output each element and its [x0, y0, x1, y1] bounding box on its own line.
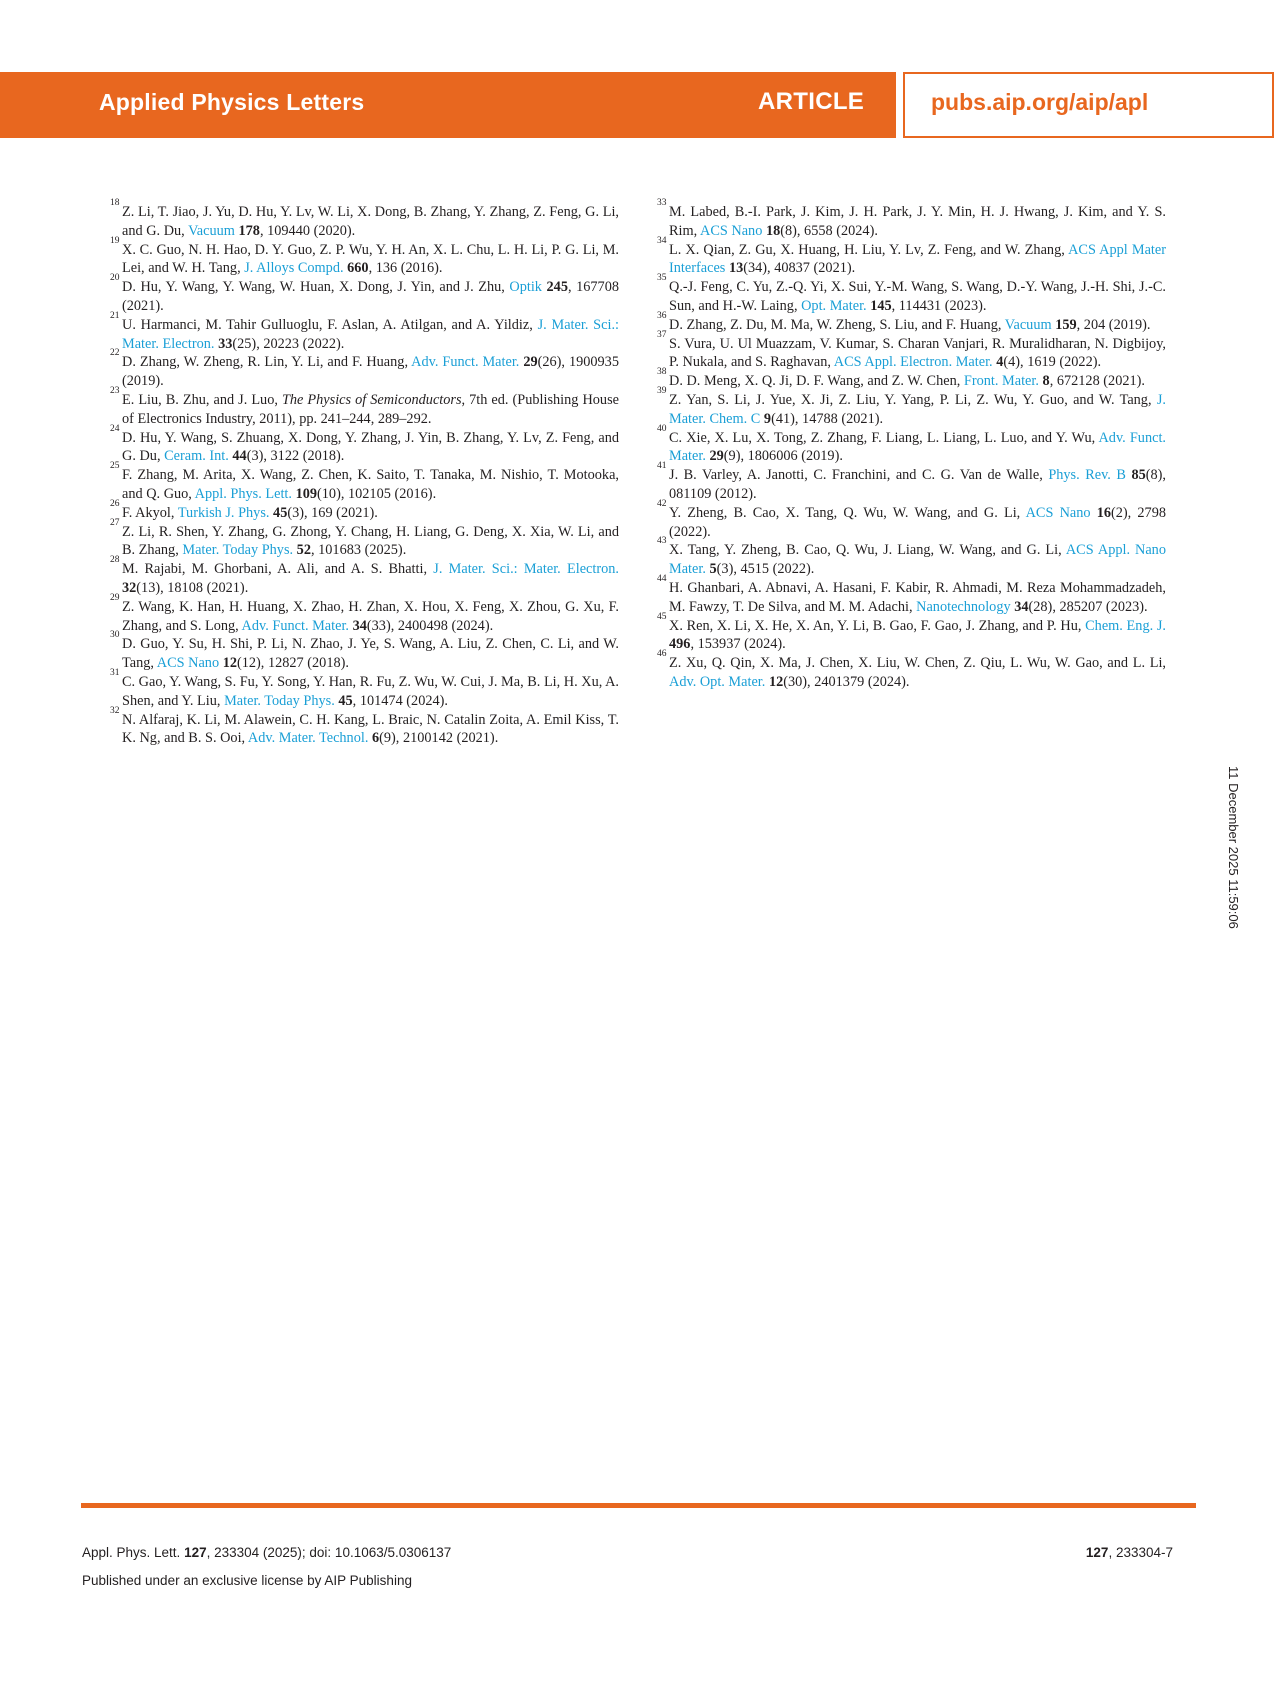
volume-number: 44 — [232, 448, 247, 465]
reference-text: Z. Xu, Q. Qin, X. Ma, J. Chen, X. Liu, W. Chen, Z. Qiu, L. Wu, W. Gao, and L. Li, — [669, 655, 1166, 672]
reference-text: J. B. Varley, A. Janotti, C. Franchini, and C. G. Van de Walle, — [669, 467, 1049, 484]
download-timestamp: 11 December 2025 11:59:06 — [1226, 766, 1241, 929]
reference-text: (41), 14788 (2021). — [771, 410, 884, 427]
volume-number: 85 — [1131, 467, 1146, 484]
volume-number: 9 — [763, 410, 772, 427]
reference-text: X. C. Guo, N. H. Hao, D. Y. Guo, Z. P. Wu, Y. H. An, X. L. Chu, L. H. Li, P. G. Li, M. Lei, and W. H. Tang, — [122, 241, 619, 277]
journal-link[interactable]: J. Mater. Chem. C — [669, 391, 1166, 427]
reference-text: D. Zhang, Z. Du, M. Ma, W. Zheng, S. Liu, and F. Huang, — [669, 316, 1005, 333]
journal-link[interactable]: Adv. Funct. Mater. — [669, 429, 1166, 465]
reference-number: 32 — [110, 705, 120, 716]
reference-text: (3), 4515 (2022). — [716, 561, 815, 578]
journal-link[interactable]: Front. Mater. — [963, 373, 1039, 390]
reference-text: (2), 2798 (2022). — [669, 504, 1166, 540]
reference-item — [110, 705, 619, 749]
reference-text: (10), 102105 (2016). — [317, 485, 437, 502]
journal-link[interactable]: ACS Appl. Electron. Mater. — [833, 354, 993, 371]
journal-link[interactable]: Adv. Funct. Mater. — [411, 354, 520, 371]
reference-number: 44 — [657, 573, 667, 584]
reference-text: (4), 1619 (2022). — [1003, 354, 1102, 371]
journal-title: Applied Physics Letters — [99, 89, 365, 115]
volume-number: 8 — [1042, 373, 1050, 390]
reference-text: (26), 1900935 (2019). — [122, 354, 619, 390]
reference-text: D. Hu, Y. Wang, Y. Wang, W. Huan, X. Dong, J. Yin, and J. Zhu, — [122, 279, 510, 296]
reference-text: , 7th ed. (Publishing House of Electronics Industry, 2011), pp. 241–244, 289–292. — [122, 391, 619, 427]
reference-number: 21 — [110, 310, 120, 321]
reference-text: L. X. Qian, Z. Gu, X. Huang, H. Liu, Y. Lv, Z. Feng, and W. Zhang, — [669, 241, 1069, 258]
journal-link[interactable]: Appl. Phys. Lett. — [194, 485, 292, 502]
journal-link[interactable]: Adv. Funct. Mater. — [241, 617, 350, 634]
reference-text: , 101474 (2024). — [352, 692, 448, 709]
banner-orange-bar — [0, 72, 896, 138]
reference-number: 45 — [657, 611, 667, 622]
reference-number: 41 — [657, 461, 667, 472]
volume-number: 6 — [371, 730, 380, 747]
volume-number: 45 — [338, 692, 353, 709]
reference-number: 43 — [657, 536, 667, 547]
article-type-label: ARTICLE — [758, 88, 865, 115]
volume-number: 12 — [768, 673, 784, 690]
reference-text: C. Gao, Y. Wang, S. Fu, Y. Song, Y. Han, R. Fu, Z. Wu, W. Cui, J. Ma, B. Li, H. Xu, A. Shen, and Y. Liu, — [122, 673, 620, 709]
reference-text: Y. Zheng, B. Cao, X. Tang, Q. Wu, W. Wang, and G. Li, — [669, 504, 1026, 521]
reference-text: , 233304 (2025); doi: 10.1063/5.0306137 — [206, 1545, 452, 1560]
reference-text: (30), 2401379 (2024). — [783, 673, 910, 690]
volume-number: 127 — [184, 1545, 207, 1560]
volume-number: 52 — [296, 542, 311, 559]
reference-number: 34 — [657, 235, 667, 246]
reference-text: (33), 2400498 (2024). — [366, 617, 494, 634]
reference-text: M. Labed, B.-I. Park, J. Kim, J. H. Park, J. Y. Min, H. J. Hwang, J. Kim, and Y. S. Rim, — [669, 204, 1166, 239]
reference-text: F. Akyol, — [122, 504, 178, 521]
reference-text: C. Xie, X. Lu, X. Tong, Z. Zhang, F. Liang, L. Liang, L. Luo, and Y. Wu, — [669, 429, 1099, 446]
reference-item — [110, 385, 619, 429]
reference-text: (12), 12827 (2018). — [236, 655, 349, 672]
reference-item — [657, 649, 1166, 692]
journal-link[interactable]: J. Alloys Compd. — [244, 260, 344, 277]
journal-url-box — [903, 72, 1274, 138]
volume-number: 496 — [669, 636, 691, 653]
journal-link[interactable]: Vacuum — [1004, 316, 1052, 333]
journal-link[interactable]: Opt. Mater. — [801, 297, 867, 314]
reference-text: (34), 40837 (2021). — [743, 260, 856, 277]
volume-number: 245 — [546, 279, 568, 296]
reference-text: (28), 285207 (2023). — [1028, 598, 1148, 615]
reference-text: (25), 20223 (2022). — [232, 335, 345, 352]
journal-banner — [0, 72, 1275, 138]
reference-text: (9), 2100142 (2021). — [379, 730, 499, 747]
volume-number: 178 — [238, 222, 260, 239]
volume-number: 32 — [122, 579, 137, 596]
journal-link[interactable]: J. Mater. Sci.: Mater. Electron. — [122, 316, 619, 352]
reference-text: Q.-J. Feng, C. Yu, Z.-Q. Yi, X. Sui, Y.-M. Wang, S. Wang, D.-Y. Wang, J.-H. Shi, J.-C. Sun, and H.-W. Laing, — [669, 279, 1166, 314]
reference-number: 26 — [110, 498, 120, 509]
volume-number: 12 — [222, 655, 237, 672]
footer-citation — [82, 1545, 451, 1560]
reference-number: 25 — [110, 461, 120, 472]
volume-number: 29 — [709, 448, 724, 465]
journal-link[interactable]: Ceram. Int. — [164, 448, 229, 465]
reference-number: 27 — [110, 517, 120, 528]
volume-number: 33 — [218, 335, 233, 352]
references-left-column — [110, 198, 620, 748]
reference-text: D. Guo, Y. Su, H. Shi, P. Li, N. Zhao, J. Ye, S. Wang, A. Liu, Z. Chen, C. Li, and W. Tang, — [122, 636, 619, 672]
reference-number: 39 — [657, 385, 667, 396]
journal-link[interactable]: Chem. Eng. J. — [1085, 617, 1166, 634]
journal-link[interactable]: J. Mater. Sci.: Mater. Electron. — [433, 561, 619, 578]
volume-number: 13 — [728, 260, 744, 277]
journal-link[interactable]: Adv. Mater. Technol. — [247, 730, 369, 747]
reference-text: , 101683 (2025). — [310, 542, 407, 559]
reference-text: (13), 18108 (2021). — [136, 579, 249, 596]
reference-text: D. Hu, Y. Wang, S. Zhuang, X. Dong, Y. Zhang, J. Yin, B. Zhang, Y. Lv, Z. Feng, and G. Du, — [122, 429, 619, 465]
reference-number: 18 — [110, 198, 120, 208]
reference-number: 42 — [657, 498, 667, 509]
reference-text: , 109440 (2020). — [259, 222, 356, 239]
journal-url-link[interactable]: pubs.aip.org/aip/apl — [931, 89, 1149, 115]
volume-number: 18 — [765, 222, 781, 239]
reference-number: 38 — [657, 367, 667, 378]
journal-link[interactable]: Adv. Opt. Mater. — [669, 673, 766, 690]
reference-number: 19 — [110, 235, 120, 246]
volume-number: 4 — [996, 354, 1004, 371]
references-right-column — [657, 198, 1166, 692]
footer-page-number — [1086, 1545, 1173, 1560]
volume-number: 145 — [870, 297, 892, 314]
volume-number: 29 — [523, 354, 538, 371]
reference-text: (9), 1806006 (2019). — [723, 448, 843, 465]
reference-text: D. D. Meng, X. Q. Ji, D. F. Wang, and Z. W. Chen, — [669, 373, 964, 390]
volume-number: 45 — [273, 504, 288, 521]
reference-text: , 153937 (2024). — [690, 636, 786, 653]
reference-text: , 204 (2019). — [1076, 316, 1151, 333]
reference-text: (3), 169 (2021). — [287, 504, 378, 521]
reference-text: X. Ren, X. Li, X. He, X. An, Y. Li, B. Gao, F. Gao, J. Zhang, and P. Hu, — [669, 617, 1086, 634]
journal-link[interactable]: Turkish J. Phys. — [177, 504, 270, 521]
footer-rule — [81, 1503, 1196, 1508]
reference-text: , 167708 (2021). — [122, 279, 620, 314]
reference-number: 29 — [110, 592, 120, 603]
journal-link[interactable]: Mater. Today Phys. — [182, 542, 294, 559]
reference-text: F. Zhang, M. Arita, X. Wang, Z. Chen, K. Saito, T. Tanaka, M. Nishio, T. Motooka, and Q. Guo, — [122, 467, 619, 502]
journal-link[interactable]: ACS Appl. Nano Mater. — [669, 542, 1166, 578]
volume-number: 16 — [1096, 504, 1111, 521]
reference-item — [110, 273, 620, 316]
reference-number: 30 — [110, 630, 120, 641]
reference-text: E. Liu, B. Zhu, and J. Luo, — [122, 391, 282, 408]
reference-number: 37 — [657, 329, 667, 340]
reference-number: 28 — [110, 555, 120, 566]
reference-text: (3), 3122 (2018). — [246, 448, 345, 465]
book-title: The Physics of Semiconductors — [281, 391, 462, 408]
reference-text: (8), 081109 (2012). — [669, 467, 1166, 502]
reference-text: , 233304-7 — [1108, 1545, 1173, 1560]
reference-text: S. Vura, U. Ul Muazzam, V. Kumar, S. Charan Vanjari, R. Muralidharan, N. Digbijoy, P. Nukala, and S. Raghavan, — [669, 335, 1166, 371]
reference-text: , 114431 (2023). — [891, 297, 987, 314]
journal-link[interactable]: Phys. Rev. B — [1048, 467, 1126, 484]
reference-number: 35 — [657, 273, 667, 284]
reference-text: Appl. Phys. Lett. — [82, 1545, 185, 1560]
reference-text: H. Ghanbari, A. Abnavi, A. Hasani, F. Kabir, R. Ahmadi, M. Reza Mohammadzadeh, M. Fawzy, T. De Silva, and M. M. Adachi, — [669, 579, 1166, 615]
journal-link[interactable]: ACS Appl Mater Interfaces — [669, 241, 1166, 277]
reference-text: Z. Li, T. Jiao, J. Yu, D. Hu, Y. Lv, W. Li, X. Dong, B. Zhang, Y. Zhang, Z. Feng, G. Li, and G. Du, — [122, 204, 619, 239]
reference-number: 46 — [657, 649, 667, 660]
reference-number: 40 — [657, 423, 667, 434]
volume-number: 109 — [295, 485, 318, 502]
reference-text: N. Alfaraj, K. Li, M. Alawein, C. H. Kang, L. Braic, N. Catalin Zoita, A. Emil Kiss, T. K. Ng, and B. S. Ooi, — [122, 711, 619, 747]
reference-text: D. Zhang, W. Zheng, R. Lin, Y. Li, and F. Huang, — [122, 354, 412, 371]
footer-license: Published under an exclusive license by AIP Publishing — [82, 1573, 412, 1588]
volume-number: 660 — [347, 260, 369, 277]
journal-link[interactable]: Nanotechnology — [916, 598, 1011, 615]
journal-link[interactable]: Optik — [509, 279, 542, 296]
reference-text: , 136 (2016). — [368, 260, 443, 277]
journal-link[interactable]: Vacuum — [188, 222, 235, 239]
volume-number: 127 — [1085, 1545, 1109, 1560]
reference-item — [110, 235, 619, 279]
reference-text: M. Rajabi, M. Ghorbani, A. Ali, and A. S. Bhatti, — [122, 561, 434, 578]
volume-number: 5 — [709, 561, 717, 578]
reference-text: , 672128 (2021). — [1049, 373, 1145, 390]
reference-number: 23 — [110, 385, 120, 396]
reference-number: 36 — [657, 310, 667, 321]
reference-text: Z. Yan, S. Li, J. Yue, X. Ji, Z. Liu, Y. Yang, P. Li, Z. Wu, Y. Guo, and W. Tang, — [669, 391, 1157, 408]
journal-link[interactable]: ACS Nano — [1025, 504, 1091, 521]
reference-number: 20 — [110, 273, 120, 284]
journal-link[interactable]: Mater. Today Phys. — [224, 692, 335, 709]
reference-text: Z. Li, R. Shen, Y. Zhang, G. Zhong, Y. Chang, H. Liang, G. Deng, X. Xia, W. Li, and B. Zhang, — [122, 523, 619, 559]
reference-text: U. Harmanci, M. Tahir Gulluoglu, F. Aslan, A. Atilgan, and A. Yildiz, — [122, 316, 538, 333]
reference-text: (8), 6558 (2024). — [780, 222, 878, 239]
reference-text: X. Tang, Y. Zheng, B. Cao, Q. Wu, J. Liang, W. Wang, and G. Li, — [669, 542, 1066, 559]
volume-number: 34 — [352, 617, 367, 634]
reference-number: 22 — [110, 348, 120, 359]
journal-link[interactable]: ACS Nano — [700, 222, 763, 239]
volume-number: 34 — [1014, 598, 1029, 615]
reference-item — [110, 310, 619, 354]
reference-number: 31 — [110, 667, 120, 678]
volume-number: 159 — [1055, 316, 1077, 333]
reference-text: Z. Wang, K. Han, H. Huang, X. Zhao, H. Zhan, X. Hou, X. Feng, X. Zhou, G. Xu, F. Zhang, and S. Long, — [122, 598, 619, 634]
reference-number: 33 — [657, 198, 667, 208]
journal-link[interactable]: ACS Nano — [156, 655, 220, 672]
reference-number: 24 — [110, 423, 120, 434]
